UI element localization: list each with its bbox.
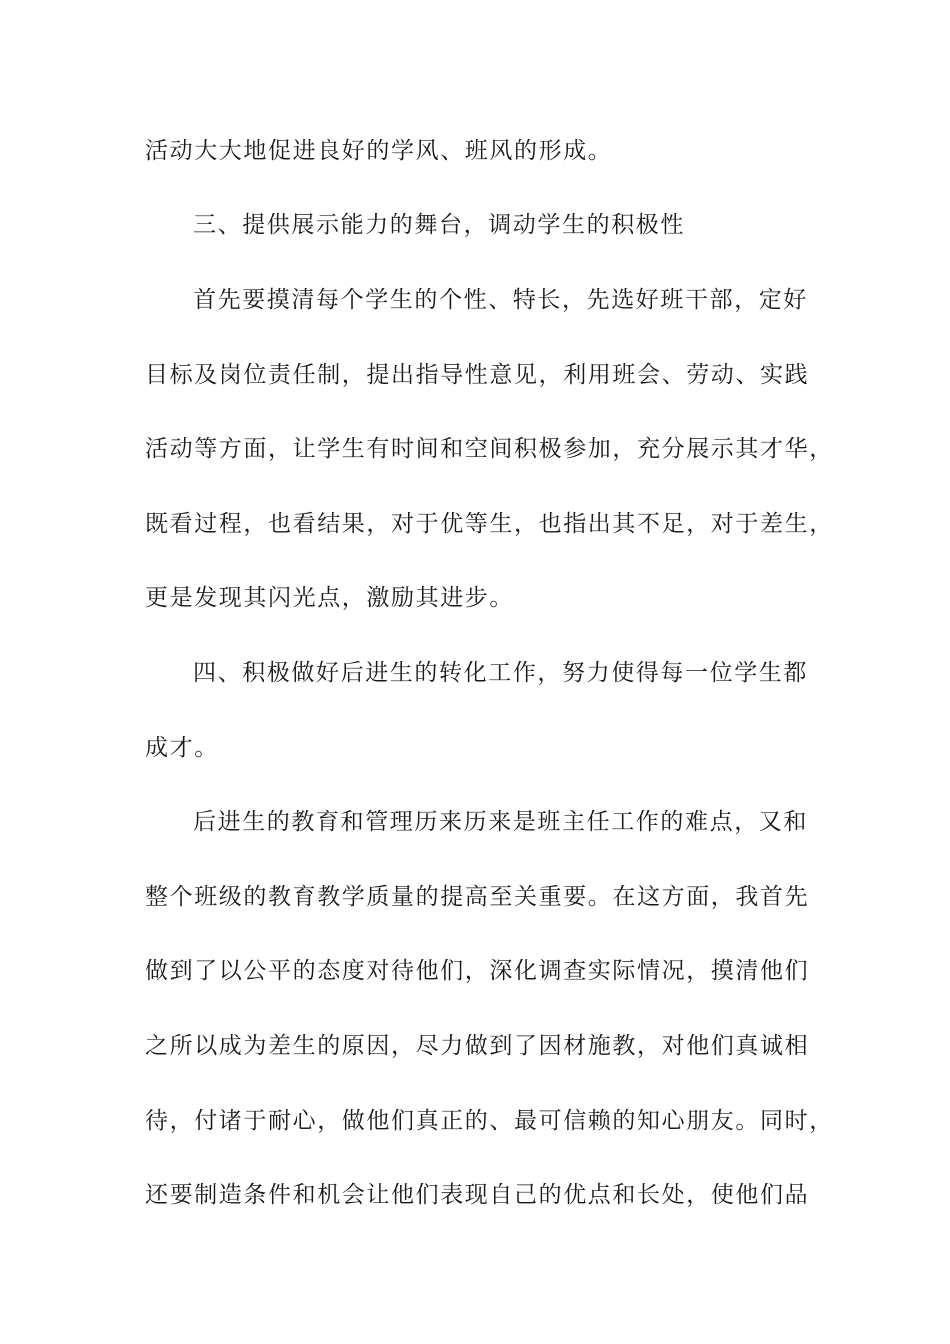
text-line: 目标及岗位责任制，提出指导性意见，利用班会、劳动、实践 [145,362,810,388]
text-line: 做到了以公平的态度对待他们，深化调查实际情况，摸清他们 [145,958,810,984]
section-heading-continued: 成才。 [145,735,219,761]
text-line: 整个班级的教育教学质量的提高至关重要。在这方面，我首先 [145,884,810,910]
section-heading: 三、提供展示能力的舞台，调动学生的积极性 [193,212,685,238]
text-line: 活动等方面，让学生有时间和空间积极参加，充分展示其才华， [145,436,834,462]
text-line: 还要制造条件和机会让他们表现自己的优点和长处，使他们品 [145,1182,810,1208]
section-heading: 四、积极做好后进生的转化工作，努力使得每一位学生都 [193,660,808,686]
text-line: 活动大大地促进良好的学风、班风的形成。 [145,138,613,164]
text-line: 待，付诸于耐心，做他们真正的、最可信赖的知心朋友。同时， [145,1108,834,1134]
text-line: 更是发现其闪光点，激励其进步。 [145,585,514,611]
text-line: 后进生的教育和管理历来历来是班主任工作的难点，又和 [193,809,808,835]
text-line: 既看过程，也看结果，对于优等生，也指出其不足，对于差生， [145,511,834,537]
text-line: 首先要摸清每个学生的个性、特长，先选好班干部，定好 [193,287,808,313]
text-line: 之所以成为差生的原因，尽力做到了因材施教，对他们真诚相 [145,1033,810,1059]
